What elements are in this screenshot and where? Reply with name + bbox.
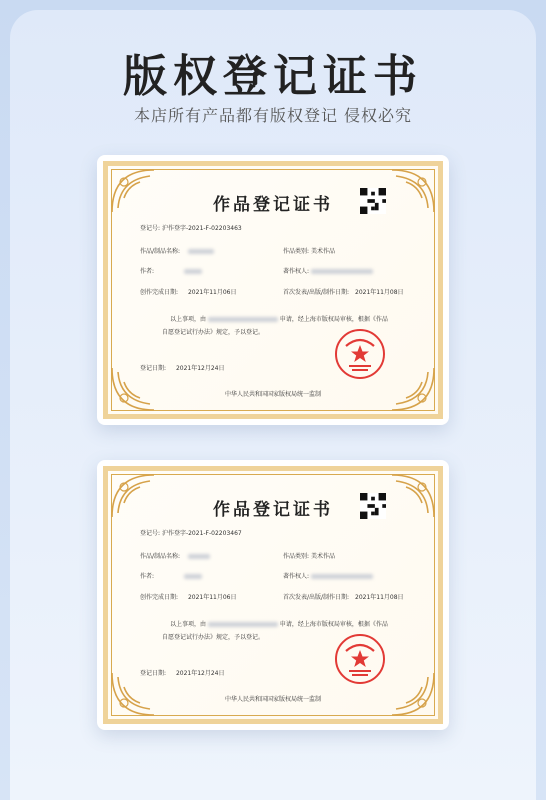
reg-date-label: 登记日期: [140, 670, 167, 677]
redacted-work-name [188, 554, 210, 559]
reg-date-row [140, 363, 225, 372]
work-type-value: 美术作品 [310, 553, 335, 560]
published-label: 首次发表/出版/制作日期: [283, 289, 350, 296]
author-label: 作者: [140, 573, 155, 580]
owner-label: 著作权人: [283, 573, 310, 580]
work-name-row [140, 246, 214, 255]
redacted-author [184, 269, 202, 274]
published-row [283, 592, 404, 601]
author-row [140, 571, 202, 580]
certificate-card-2 [97, 460, 449, 730]
page-subtitle: 本店所有产品都有版权登记 侵权必究 [133, 106, 413, 125]
page-title: 版权登记证书 [123, 51, 423, 102]
created-value: 2021年11月06日 [187, 594, 237, 601]
certificate-footer: 中华人民共和国国家版权局统一监制 [224, 696, 321, 703]
statement-part-1: 以上事项，由 [170, 621, 207, 628]
reg-no-row [140, 528, 242, 537]
certificate [103, 161, 443, 419]
created-label: 创作完成日期: [140, 289, 179, 296]
reg-no-label: 登记号: [140, 530, 161, 537]
work-type-row [283, 246, 335, 255]
reg-no-label: 登记号: [140, 225, 161, 232]
qr-code-icon [360, 493, 386, 519]
owner-row [283, 266, 373, 275]
statement-part-2: 申请，经上海市版权局审核，根据《作品自愿登记试行办法》规定，予以登记。 [162, 316, 388, 336]
created-value: 2021年11月06日 [187, 289, 237, 296]
certificate [103, 466, 443, 724]
work-type-label: 作品类别: [283, 553, 310, 560]
work-name-row [140, 551, 210, 560]
created-label: 创作完成日期: [140, 594, 179, 601]
certificate-title: 作品登记证书 [213, 500, 333, 520]
reg-date-row [140, 668, 225, 677]
redacted-author [184, 574, 202, 579]
certificate-card-1 [97, 155, 449, 425]
official-seal-icon [334, 328, 386, 380]
official-seal-icon [334, 633, 386, 685]
published-row [283, 287, 404, 296]
redacted-owner [311, 269, 373, 274]
reg-date-value: 2021年12月24日 [175, 670, 225, 677]
redacted-applicant [208, 622, 278, 627]
certificate-footer: 中华人民共和国国家版权局统一监制 [224, 391, 321, 398]
redacted-owner [311, 574, 373, 579]
qr-code-icon [360, 188, 386, 214]
work-type-row [283, 551, 335, 560]
published-value: 2021年11月08日 [355, 289, 404, 296]
created-row [140, 592, 237, 601]
reg-no-value: 沪作登字-2021-F-02203463 [161, 225, 242, 232]
reg-no-row [140, 223, 242, 232]
work-name-label: 作品/制品名称: [140, 248, 181, 255]
reg-no-value: 沪作登字-2021-F-02203467 [161, 530, 242, 537]
author-row [140, 266, 202, 275]
statement-part-2: 申请，经上海市版权局审核，根据《作品自愿登记试行办法》规定，予以登记。 [162, 621, 388, 641]
work-type-label: 作品类别: [283, 248, 310, 255]
redacted-applicant [208, 317, 278, 322]
author-label: 作者: [140, 268, 155, 275]
published-value: 2021年11月08日 [355, 594, 404, 601]
redacted-work-name [188, 249, 214, 254]
owner-label: 著作权人: [283, 268, 310, 275]
work-type-value: 美术作品 [310, 248, 335, 255]
certificate-title: 作品登记证书 [213, 195, 333, 215]
reg-date-value: 2021年12月24日 [175, 365, 225, 372]
published-label: 首次发表/出版/制作日期: [283, 594, 350, 601]
reg-date-label: 登记日期: [140, 365, 167, 372]
statement-part-1: 以上事项，由 [170, 316, 207, 323]
created-row [140, 287, 237, 296]
owner-row [283, 571, 373, 580]
work-name-label: 作品/制品名称: [140, 553, 181, 560]
